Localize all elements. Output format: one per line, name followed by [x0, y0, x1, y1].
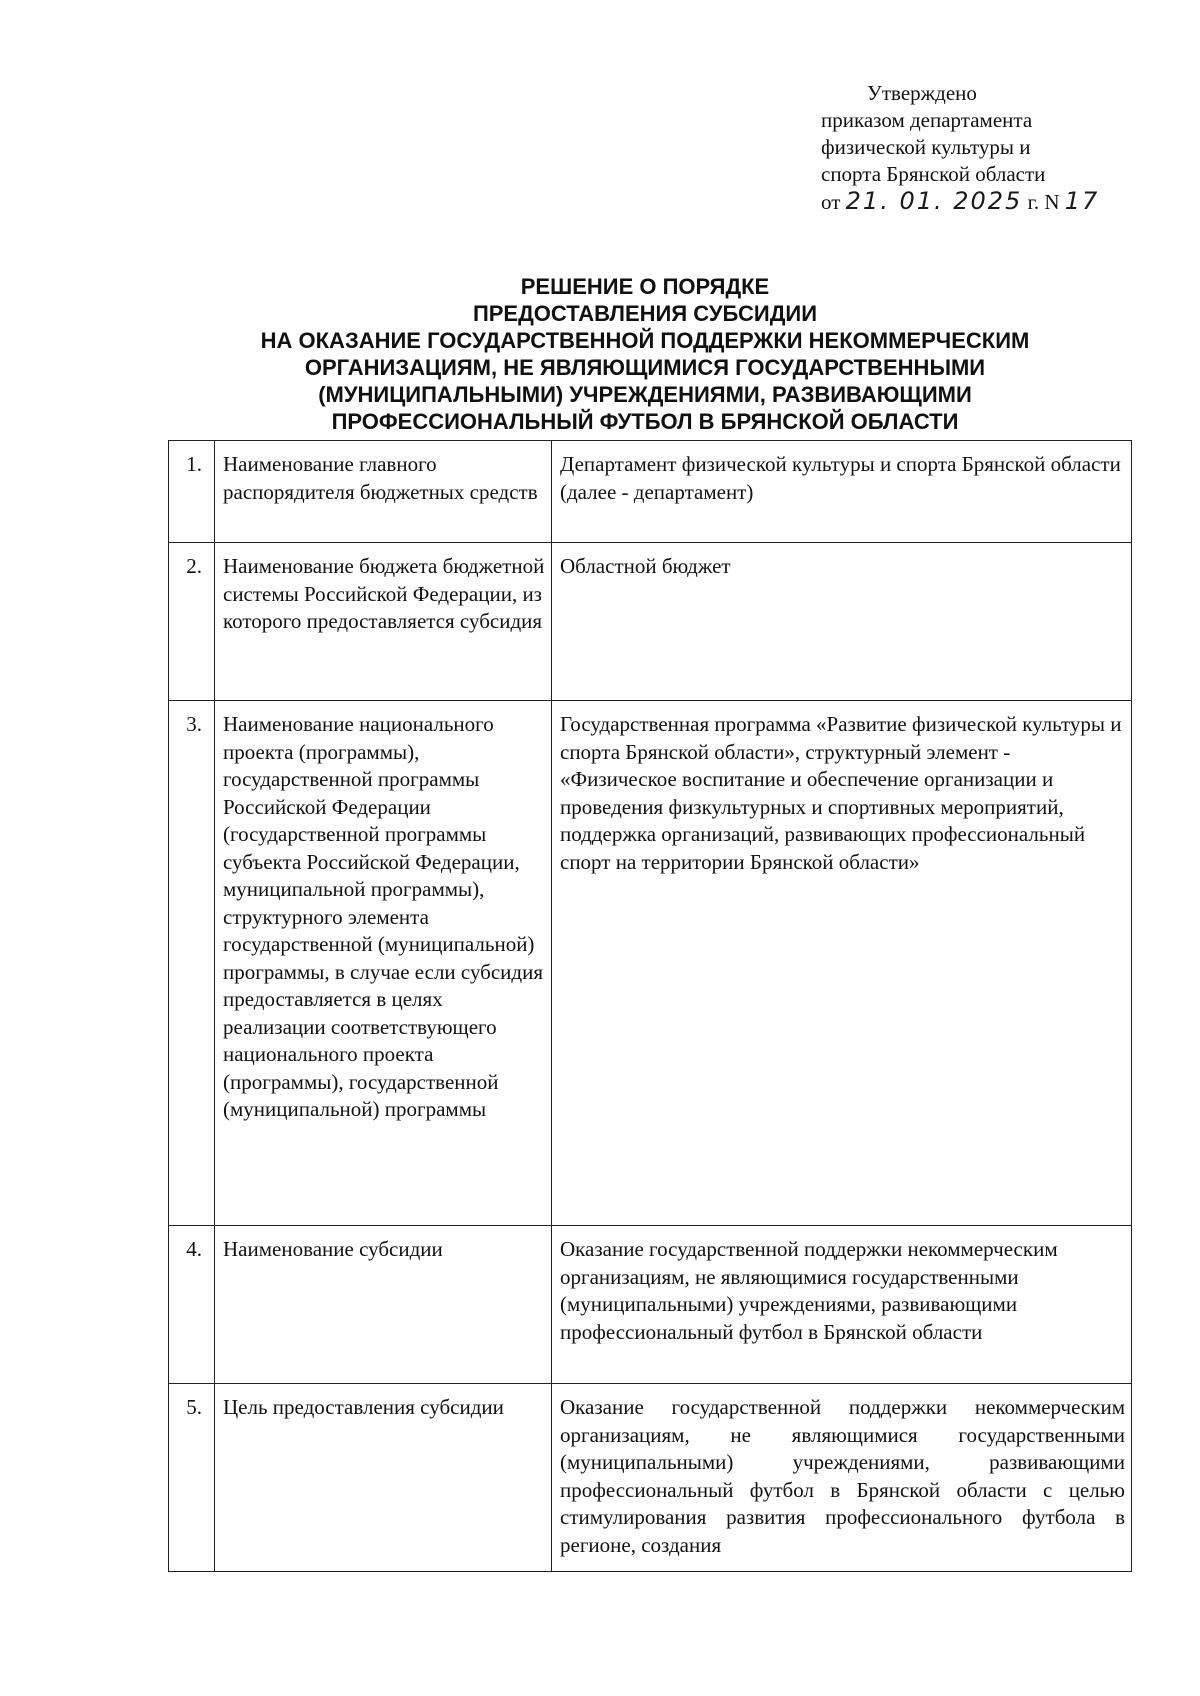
table-row	[169, 543, 1132, 701]
title-line-2: ПРЕДОСТАВЛЕНИЯ СУБСИДИИ	[472, 301, 818, 326]
title-line-1: РЕШЕНИЕ О ПОРЯДКЕ	[520, 274, 770, 299]
title-line-3: НА ОКАЗАНИЕ ГОСУДАРСТВЕННОЙ ПОДДЕРЖКИ НЕКОММЕРЧЕСКИМ	[260, 328, 1030, 353]
row-number: 2.	[169, 543, 215, 701]
row-label: Наименование субсидии	[215, 1226, 552, 1384]
approval-date-prefix: от	[821, 190, 841, 214]
row-number: 3.	[169, 701, 215, 1226]
row-number: 1.	[169, 441, 215, 543]
table-row	[169, 1384, 1132, 1572]
table-row	[169, 1226, 1132, 1384]
approval-date-handwritten: 21. 01. 2025	[845, 187, 1023, 215]
row-value: Государственная программа «Развитие физической культуры и спорта Брянской области», структурный элемент - «Физическое воспитание и обеспечение организации и проведения физкультурных и спортивных мероприятий, поддержка организаций, развивающих профессиональный спорт на территории Брянской области»	[552, 701, 1132, 1226]
row-value: Оказание государственной поддержки некоммерческим организациям, не являющимися государственными (муниципальными) учреждениями, развивающими профессиональный футбол в Брянской области с целью стимулирования развития профессионального футбола в регионе, создания	[552, 1384, 1132, 1572]
row-value: Областной бюджет	[552, 543, 1132, 701]
row-label: Цель предоставления субсидии	[215, 1384, 552, 1572]
subsidy-table	[168, 440, 1132, 1572]
row-label: Наименование национального проекта (программы), государственной программы Российской Федерации (государственной программы субъекта Российской Федерации, муниципальной программы), структурного элемента государственной (муниципальной) программы, в случае если субсидия предоставляется в целях реализации соответствующего национального проекта (программы), государственной (муниципальной) программы	[215, 701, 552, 1226]
title-line-4: ОРГАНИЗАЦИЯМ, НЕ ЯВЛЯЮЩИМИСЯ ГОСУДАРСТВЕННЫМИ	[304, 355, 986, 380]
title-line-5: (МУНИЦИПАЛЬНЫМИ) УЧРЕЖДЕНИЯМИ, РАЗВИВАЮЩИМИ	[318, 382, 972, 407]
row-number: 4.	[169, 1226, 215, 1384]
row-value: Департамент физической культуры и спорта Брянской области (далее - департамент)	[552, 441, 1132, 543]
row-number: 5.	[169, 1384, 215, 1572]
approval-heading: Утверждено	[867, 81, 977, 105]
approval-number-prefix: г. N	[1027, 190, 1060, 214]
table-row	[169, 441, 1132, 543]
title-line-6: ПРОФЕССИОНАЛЬНЫЙ ФУТБОЛ В БРЯНСКОЙ ОБЛАСТИ	[331, 409, 959, 434]
approval-stamp	[821, 80, 1151, 216]
approval-region-line: спорта Брянской области	[821, 162, 1046, 186]
approval-order-line: приказом департамента	[821, 108, 1033, 132]
row-label: Наименование бюджета бюджетной системы Российской Федерации, из которого предоставляется субсидия	[215, 543, 552, 701]
table-row	[169, 701, 1132, 1226]
row-value: Оказание государственной поддержки некоммерческим организациям, не являющимися государственными (муниципальными) учреждениями, развивающими профессиональный футбол в Брянской области	[552, 1226, 1132, 1384]
approval-number-handwritten: 17	[1064, 187, 1100, 215]
approval-department-line: физической культуры и	[821, 135, 1031, 159]
document-title	[120, 273, 1170, 435]
approval-date-line	[821, 188, 1151, 216]
row-label: Наименование главного распорядителя бюджетных средств	[215, 441, 552, 543]
